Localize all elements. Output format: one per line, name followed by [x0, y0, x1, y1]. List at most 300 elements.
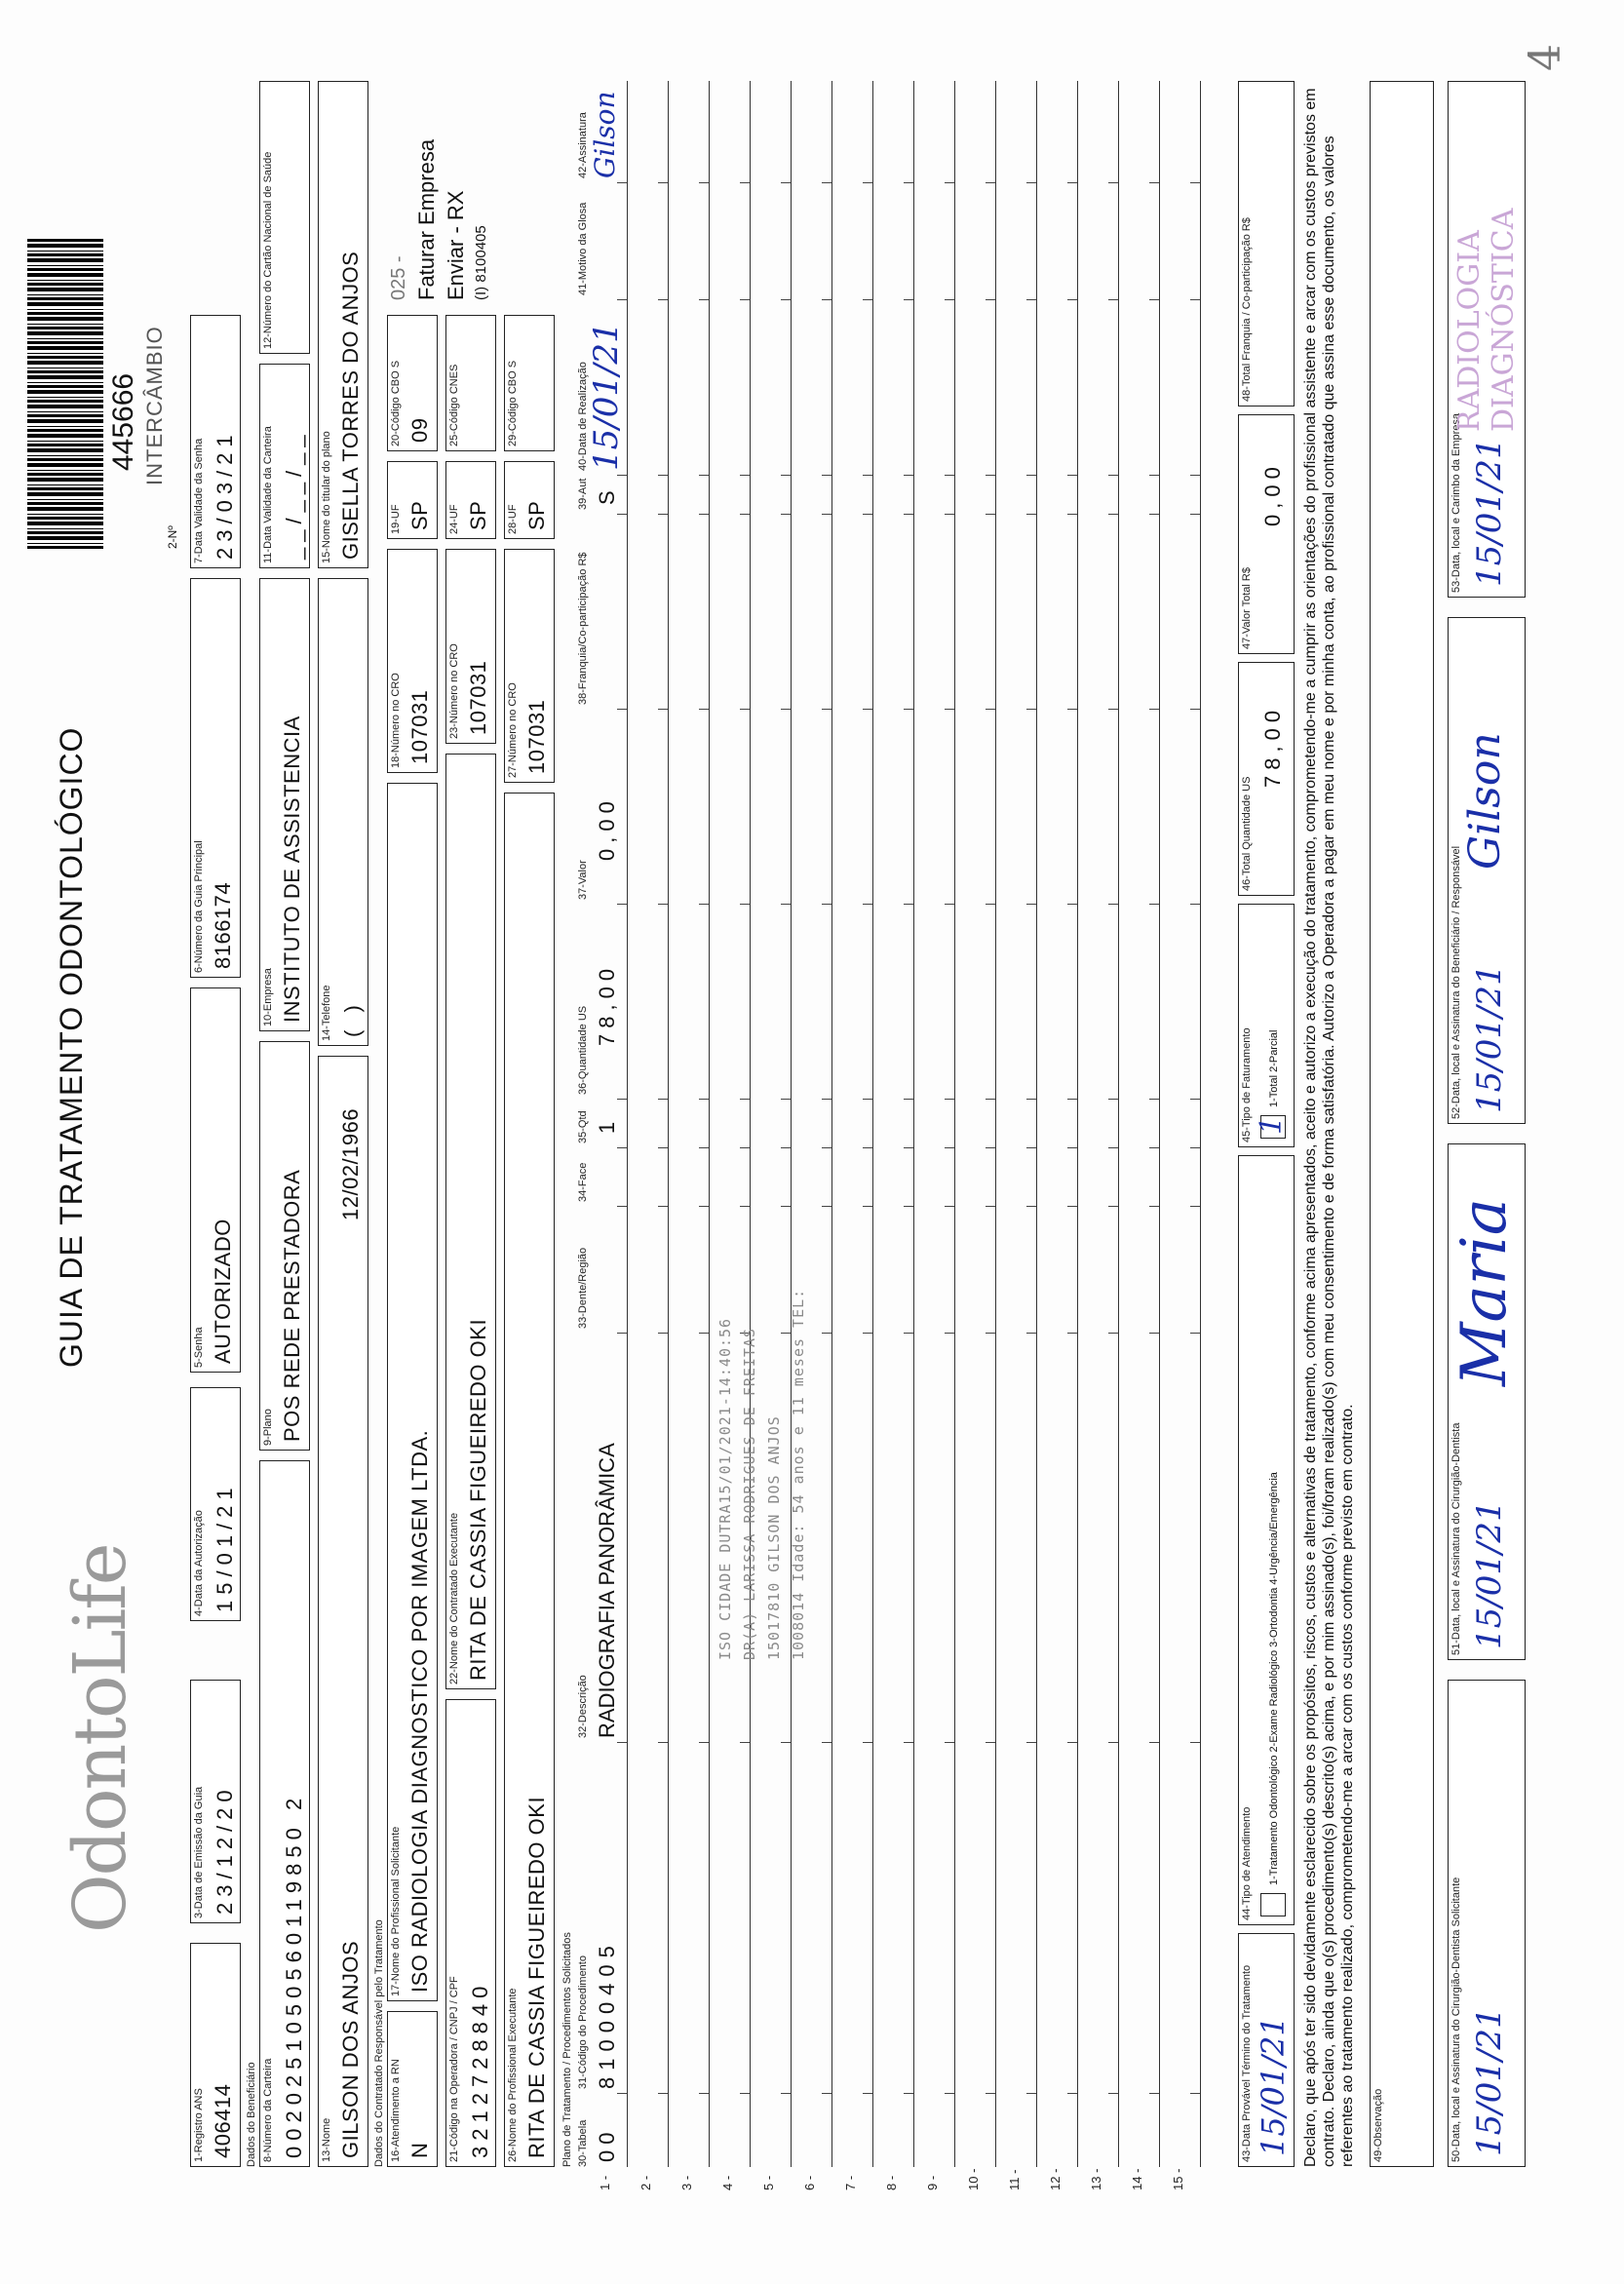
header-codigo: 31-Código do Procedimento — [577, 1955, 589, 2089]
field-data-emissao[interactable] — [190, 1680, 241, 1923]
column-tick — [904, 2093, 913, 2094]
column-tick — [1067, 904, 1077, 905]
note-code: (I) 8100405 — [473, 225, 489, 300]
column-tick — [1026, 709, 1036, 710]
label-contratado-executante: 22-Nome do Contratado Executante — [448, 1512, 460, 1684]
value-uf-executante: SP — [466, 500, 490, 530]
field-valor-total[interactable] — [1238, 414, 1295, 654]
column-tick — [740, 1147, 750, 1148]
column-tick — [740, 182, 750, 183]
row-number: 8 - — [884, 2175, 899, 2190]
faint-stamp-line-1: RADIOLOGIA — [1452, 230, 1487, 432]
table-row[interactable] — [1118, 81, 1119, 2167]
column-tick — [658, 182, 668, 183]
column-tick — [1026, 514, 1036, 515]
label-uf-profissional: 28-UF — [507, 504, 519, 534]
field-cbo-solicitante[interactable] — [387, 315, 438, 451]
field-cartao-nacional[interactable] — [259, 81, 310, 354]
table-row[interactable] — [872, 81, 873, 2167]
column-tick — [822, 514, 831, 515]
row-number: 12 - — [1048, 2168, 1063, 2190]
value-cro-solicitante: 107031 — [407, 689, 432, 764]
row1-qtd: 1 — [595, 1121, 619, 1134]
value-codigo-operadora: 3212728840 — [468, 1980, 492, 2158]
column-tick — [658, 1206, 668, 1207]
row-number: 14 - — [1130, 2168, 1144, 2190]
row-number: 6 - — [802, 2175, 817, 2190]
column-tick — [863, 475, 872, 476]
value-carimbo-empresa: 15/01/21 — [1470, 438, 1509, 587]
field-registro-ans[interactable] — [190, 1943, 241, 2167]
field-senha[interactable] — [190, 987, 241, 1373]
column-tick — [1108, 1206, 1118, 1207]
value-registro-ans: 406414 — [211, 2083, 235, 2158]
value-atendimento-rn: N — [407, 2142, 432, 2158]
guide-type: INTERCÂMBIO — [142, 326, 167, 485]
row-number: 5 - — [761, 2175, 776, 2190]
column-tick — [822, 1206, 831, 1207]
header-face: 34-Face — [577, 1162, 589, 1202]
column-tick — [986, 904, 995, 905]
table-row[interactable] — [1077, 81, 1078, 2167]
label-total-qtd-us: 46-Total Quantidade US — [1241, 776, 1253, 891]
label-cro-solicitante: 18-Número no CRO — [390, 673, 402, 768]
value-total-qtd-us: 78,00 — [1260, 704, 1285, 788]
column-tick — [904, 299, 913, 300]
value-telefone: ( ) — [340, 999, 365, 1037]
column-tick — [699, 1206, 709, 1207]
label-registro-ans: 1-Registro ANS — [193, 2088, 205, 2162]
value-numero-carteira: 0020251050560119850 2 — [282, 1792, 306, 2158]
label-tipo-atendimento: 44-Tipo de Atendimento — [1241, 1806, 1253, 1920]
header-franquia: 38-Franquia/Co-participação R$ — [577, 552, 589, 705]
field-profissional-solicitante[interactable] — [387, 783, 438, 2001]
column-tick — [822, 1742, 831, 1743]
column-tick — [822, 2093, 831, 2094]
label-plano: 9-Plano — [262, 1409, 274, 1446]
column-tick — [822, 1333, 831, 1334]
field-cro-profissional[interactable] — [504, 549, 555, 783]
column-tick — [945, 182, 954, 183]
row-number: 1 - — [598, 2175, 612, 2190]
field-total-qtd-us[interactable] — [1238, 662, 1295, 896]
column-tick — [699, 1333, 709, 1334]
odontolife-logo: OdontoLife — [58, 1544, 142, 1933]
number-label: 2-Nº — [166, 525, 179, 549]
value-cro-profissional: 107031 — [524, 699, 549, 774]
column-tick — [617, 299, 627, 300]
column-tick — [617, 475, 627, 476]
column-tick — [781, 1147, 791, 1148]
column-tick — [986, 1099, 995, 1100]
column-tick — [1067, 299, 1077, 300]
column-tick — [617, 1099, 627, 1100]
column-tick — [740, 514, 750, 515]
column-tick — [1190, 1099, 1200, 1100]
column-tick — [822, 299, 831, 300]
table-row[interactable] — [668, 81, 669, 2167]
value-validade-carteira: __/__/__ — [282, 429, 306, 560]
column-tick — [986, 1147, 995, 1148]
column-tick — [781, 514, 791, 515]
field-data-autorizacao[interactable] — [190, 1387, 241, 1621]
column-tick — [1149, 709, 1159, 710]
column-tick — [1026, 1333, 1036, 1334]
field-codigo-operadora[interactable] — [445, 1699, 496, 2167]
column-tick — [1190, 514, 1200, 515]
column-tick — [1149, 514, 1159, 515]
column-tick — [904, 709, 913, 710]
barcode-image — [27, 237, 103, 549]
column-tick — [1149, 2093, 1159, 2094]
value-data-autorizacao: 15/01/21 — [213, 1482, 237, 1612]
column-tick — [699, 475, 709, 476]
column-tick — [1026, 182, 1036, 183]
section-contratado: Dados do Contratado Responsável pelo Tratamento — [373, 1919, 385, 2167]
column-tick — [740, 299, 750, 300]
value-profissional-executante: RITA DE CASSIA FIGUEIREDO OKI — [524, 1796, 549, 2158]
value-assinatura-solicitante: 15/01/21 — [1470, 2007, 1509, 2156]
row-number: 2 - — [638, 2175, 653, 2190]
label-cnes: 25-Código CNES — [448, 364, 460, 446]
field-titular[interactable] — [318, 81, 368, 568]
field-profissional-executante[interactable] — [504, 793, 555, 2167]
column-tick — [740, 904, 750, 905]
column-tick — [1108, 1147, 1118, 1148]
label-validade-senha: 7-Data Validade da Senha — [193, 438, 205, 563]
guide-number: 445666 — [107, 372, 139, 471]
table-row[interactable] — [750, 81, 751, 2167]
column-tick — [617, 1333, 627, 1334]
row-number: 11 - — [1007, 2169, 1022, 2190]
column-tick — [986, 1206, 995, 1207]
row1-aut: S — [595, 490, 619, 505]
column-tick — [904, 1147, 913, 1148]
column-tick — [1190, 1333, 1200, 1334]
column-tick — [699, 1147, 709, 1148]
column-tick — [1149, 1099, 1159, 1100]
column-tick — [945, 1742, 954, 1743]
column-tick — [904, 475, 913, 476]
table-row[interactable] — [1200, 81, 1201, 2167]
value-cbo-solicitante: 09 — [407, 417, 432, 443]
stamp-line-2: DR(A) LARISSA RODRIGUES DE FREITAS — [741, 1327, 758, 1660]
column-tick — [1067, 475, 1077, 476]
label-titular: 15-Nome do titular do plano — [321, 431, 332, 563]
column-tick — [945, 1147, 954, 1148]
column-tick — [945, 475, 954, 476]
column-tick — [1026, 1147, 1036, 1148]
column-tick — [822, 1147, 831, 1148]
column-tick — [1026, 1206, 1036, 1207]
column-tick — [781, 182, 791, 183]
column-tick — [740, 1206, 750, 1207]
column-tick — [863, 514, 872, 515]
column-tick — [781, 475, 791, 476]
note-025: 025 - — [388, 255, 409, 300]
column-tick — [1026, 1099, 1036, 1100]
stamp-line-4: 1008014 Idade: 54 anos e 11 meses TEL: — [790, 1288, 807, 1660]
column-tick — [617, 182, 627, 183]
table-row[interactable] — [791, 81, 792, 2167]
column-tick — [1026, 2093, 1036, 2094]
header-valor: 37-Valor — [577, 860, 589, 900]
table-row[interactable] — [1159, 81, 1160, 2167]
label-senha: 5-Senha — [193, 1327, 205, 1368]
label-carimbo-empresa: 53-Data, local e Carimbo da Empresa — [1450, 412, 1462, 593]
column-tick — [863, 1742, 872, 1743]
value-profissional-solicitante: ISO RADIOLOGIA DIAGNOSTICO POR IMAGEM LTDA. — [407, 1429, 432, 1993]
field-uf-profissional[interactable] — [504, 461, 555, 539]
column-tick — [699, 182, 709, 183]
column-tick — [1149, 475, 1159, 476]
table-row[interactable] — [954, 81, 955, 2167]
value-assinatura-dentista: 15/01/21 — [1470, 1500, 1509, 1649]
column-tick — [863, 1333, 872, 1334]
field-total-franquia[interactable] — [1238, 81, 1295, 406]
field-observacao[interactable] — [1370, 81, 1434, 2167]
field-cro-executante[interactable] — [445, 549, 496, 744]
column-tick — [1067, 182, 1077, 183]
field-cro-solicitante[interactable] — [387, 549, 438, 773]
row1-valor: 0,00 — [595, 795, 619, 861]
value-data-emissao: 23/12/20 — [213, 1784, 237, 1915]
value-uf-solicitante: SP — [407, 500, 432, 530]
stamp-line-1: ISO CIDADE DUTRA15/01/2021-14:40:56 — [716, 1317, 734, 1660]
column-tick — [617, 514, 627, 515]
field-empresa[interactable] — [259, 578, 310, 1031]
field-validade-carteira[interactable] — [259, 364, 310, 568]
value-uf-profissional: SP — [524, 500, 549, 530]
row-number: 9 - — [925, 2175, 940, 2190]
tipo-faturamento-options: 1-Total 2-Parcial — [1268, 1029, 1280, 1107]
label-tipo-faturamento: 45-Tipo de Faturamento — [1241, 1027, 1253, 1142]
column-tick — [1149, 1206, 1159, 1207]
column-tick — [658, 299, 668, 300]
column-tick — [863, 709, 872, 710]
column-tick — [863, 1147, 872, 1148]
field-uf-solicitante[interactable] — [387, 461, 438, 539]
field-cbo-profissional[interactable] — [504, 315, 555, 451]
column-tick — [617, 904, 627, 905]
label-cbo-profissional: 29-Código CBO S — [507, 360, 519, 446]
column-tick — [822, 182, 831, 183]
column-tick — [822, 1099, 831, 1100]
row-number: 10 - — [966, 2168, 981, 2190]
signature-dentista: Maria — [1449, 1198, 1521, 1386]
column-tick — [658, 1333, 668, 1334]
column-tick — [1190, 1206, 1200, 1207]
column-tick — [658, 904, 668, 905]
label-nome: 13-Nome — [321, 2117, 332, 2162]
label-data-emissao: 3-Data de Emissão da Guia — [193, 1786, 205, 1918]
label-validade-carteira: 11-Data Validade da Carteira — [262, 426, 274, 563]
column-tick — [863, 1099, 872, 1100]
column-tick — [822, 904, 831, 905]
column-tick — [1149, 1147, 1159, 1148]
label-cro-profissional: 27-Número no CRO — [507, 682, 519, 778]
column-tick — [617, 1742, 627, 1743]
field-contratado-executante[interactable] — [445, 754, 496, 1689]
field-uf-executante[interactable] — [445, 461, 496, 539]
note-enviar: Enviar - RX — [444, 190, 468, 300]
column-tick — [617, 1147, 627, 1148]
column-tick — [1149, 1742, 1159, 1743]
column-tick — [986, 1333, 995, 1334]
column-tick — [1108, 514, 1118, 515]
field-cnes[interactable] — [445, 315, 496, 451]
column-tick — [699, 709, 709, 710]
label-assinatura-beneficiario: 52-Data, local e Assinatura do Beneficiário / Responsável — [1450, 845, 1462, 1119]
column-tick — [1108, 709, 1118, 710]
table-row[interactable] — [913, 81, 914, 2167]
field-assinatura-dentista[interactable] — [1448, 1143, 1526, 1660]
table-row[interactable] — [831, 81, 832, 2167]
field-guia-principal[interactable] — [190, 578, 241, 978]
column-tick — [1190, 709, 1200, 710]
column-tick — [699, 299, 709, 300]
column-tick — [1149, 182, 1159, 183]
field-telefone[interactable] — [318, 578, 368, 1046]
header-qtd: 35-Qtd — [577, 1110, 589, 1143]
column-tick — [781, 1742, 791, 1743]
header-dente: 33-Dente/Região — [577, 1247, 589, 1329]
field-tipo-atendimento[interactable] — [1238, 1155, 1295, 1925]
label-valor-total: 47-Valor Total R$ — [1241, 567, 1253, 649]
value-cro-executante: 107031 — [466, 660, 490, 735]
column-tick — [781, 1206, 791, 1207]
label-codigo-operadora: 21-Código na Operadora / CNPJ / CPF — [448, 1976, 460, 2162]
label-cartao-nacional: 12-Número do Cartão Nacional de Saúde — [262, 151, 274, 349]
column-tick — [945, 514, 954, 515]
column-tick — [1108, 1742, 1118, 1743]
header-motivo-glosa: 41-Motivo da Glosa — [577, 202, 589, 295]
column-tick — [986, 299, 995, 300]
column-tick — [822, 709, 831, 710]
column-tick — [986, 182, 995, 183]
header-assinatura: 42-Assinatura — [577, 112, 589, 178]
table-row[interactable] — [1036, 81, 1037, 2167]
header-descricao: 32-Descrição — [577, 1675, 589, 1738]
column-tick — [699, 2093, 709, 2094]
table-row[interactable] — [627, 81, 628, 2167]
column-tick — [1026, 904, 1036, 905]
label-profissional-solicitante: 17-Nome do Profissional Solicitante — [390, 1826, 402, 1996]
column-tick — [699, 1742, 709, 1743]
field-numero-carteira[interactable] — [259, 1460, 310, 2167]
note-faturar: Faturar Empresa — [414, 138, 439, 300]
column-tick — [1108, 475, 1118, 476]
column-tick — [1149, 299, 1159, 300]
column-tick — [1067, 1333, 1077, 1334]
label-data-termino: 43-Data Provável Término do Tratamento — [1241, 1964, 1253, 2162]
label-atendimento-rn: 16-Atendimento a RN — [390, 2059, 402, 2162]
tipo-atendimento-options: 1-Tratamento Odontológico 2-Exame Radiológico 3-Ortodontia 4-Urgência/Emergência — [1268, 1472, 1280, 1885]
section-plano-tratamento: Plano de Tratamento / Procedimentos Solicitados — [561, 1932, 573, 2167]
row1-data-realizacao: 15/01/21 — [587, 322, 626, 471]
field-tipo-faturamento[interactable] — [1238, 904, 1295, 1147]
column-tick — [863, 299, 872, 300]
column-tick — [904, 904, 913, 905]
label-profissional-executante: 26-Nome do Profissional Executante — [507, 1988, 519, 2162]
column-tick — [1067, 1206, 1077, 1207]
label-cro-executante: 23-Número no CRO — [448, 643, 460, 739]
column-tick — [658, 514, 668, 515]
label-assinatura-solicitante: 50-Data, local e Assinatura do Cirurgião-Dentista Solicitante — [1450, 1877, 1462, 2162]
field-atendimento-rn[interactable] — [387, 2011, 438, 2167]
column-tick — [781, 709, 791, 710]
column-tick — [1026, 475, 1036, 476]
row1-codigo: 81000405 — [595, 1939, 619, 2089]
column-tick — [986, 514, 995, 515]
field-data-termino[interactable] — [1238, 1933, 1295, 2167]
value-contratado-executante: RITA DE CASSIA FIGUEIREDO OKI — [466, 1318, 490, 1681]
column-tick — [1067, 2093, 1077, 2094]
tipo-atendimento-box[interactable] — [1260, 1893, 1286, 1916]
column-tick — [1190, 299, 1200, 300]
column-tick — [1108, 182, 1118, 183]
value-data-nascimento: 12/02/1966 — [338, 1107, 363, 1220]
column-tick — [1026, 1742, 1036, 1743]
column-tick — [617, 2093, 627, 2094]
row1-qtd-us: 78,00 — [595, 962, 619, 1046]
column-tick — [658, 1742, 668, 1743]
field-assinatura-solicitante[interactable] — [1448, 1680, 1526, 2167]
column-tick — [904, 1742, 913, 1743]
column-tick — [699, 904, 709, 905]
column-tick — [740, 1099, 750, 1100]
label-total-franquia: 48-Total Franquia / Co-participação R$ — [1241, 217, 1253, 402]
column-tick — [986, 1742, 995, 1743]
header-tabela: 30-Tabela — [577, 2119, 589, 2167]
column-tick — [781, 904, 791, 905]
column-tick — [904, 182, 913, 183]
field-plano[interactable] — [259, 1041, 310, 1451]
value-data-termino: 15/01/21 — [1255, 2016, 1292, 2156]
section-beneficiario: Dados do Beneficiário — [246, 2062, 257, 2167]
value-guia-principal: 8166174 — [211, 881, 235, 969]
stamp-line-3: 15017810 GILSON DOS ANJOS — [765, 1415, 783, 1660]
column-tick — [1108, 299, 1118, 300]
field-assinatura-beneficiario[interactable] — [1448, 617, 1526, 1124]
column-tick — [658, 709, 668, 710]
label-empresa: 10-Empresa — [262, 968, 274, 1026]
row-number: 15 - — [1171, 2168, 1185, 2190]
value-senha: AUTORIZADO — [211, 1219, 235, 1364]
value-tipo-faturamento: 1 — [1255, 1115, 1289, 1135]
table-row[interactable] — [709, 81, 710, 2167]
field-nome[interactable] — [318, 1056, 368, 2167]
column-tick — [1067, 514, 1077, 515]
column-tick — [1108, 2093, 1118, 2094]
column-tick — [740, 1742, 750, 1743]
column-tick — [1190, 904, 1200, 905]
column-tick — [1149, 1333, 1159, 1334]
column-tick — [1108, 1099, 1118, 1100]
column-tick — [945, 1206, 954, 1207]
table-row[interactable] — [995, 81, 996, 2167]
column-tick — [945, 299, 954, 300]
header-aut: 39-Aut — [577, 478, 589, 510]
column-tick — [1190, 1742, 1200, 1743]
column-tick — [945, 904, 954, 905]
column-tick — [945, 709, 954, 710]
page-mark: 4 — [1521, 44, 1570, 71]
field-validade-senha[interactable] — [190, 315, 241, 568]
column-tick — [740, 709, 750, 710]
column-tick — [781, 1099, 791, 1100]
column-tick — [740, 2093, 750, 2094]
